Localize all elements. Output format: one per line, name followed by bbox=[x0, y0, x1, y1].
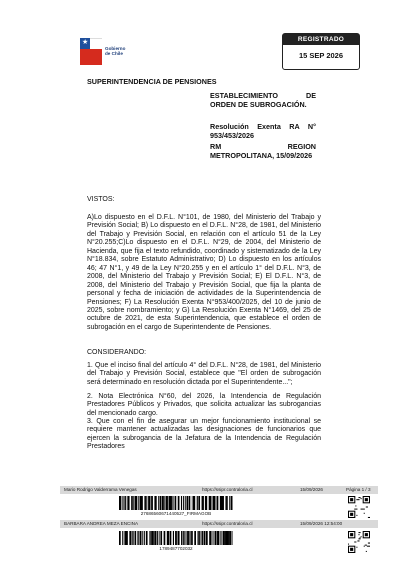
region-date: RM REGION METROPOLITANA, 15/09/2026 bbox=[210, 142, 316, 160]
barcode-2 bbox=[119, 531, 233, 545]
resolution-number: Resolución Exenta RA N° 953/453/2026 bbox=[210, 122, 316, 140]
signer-name-2: BARBARA ANDREA MEZA ENCINA bbox=[64, 521, 139, 526]
gobierno-de-chile-logo bbox=[80, 38, 130, 68]
verification-link-2[interactable]: https://ssipr.contraloria.cl bbox=[202, 521, 253, 526]
qr-code-1 bbox=[348, 496, 370, 518]
signature-date-2: 15/09/2026 12:54:00 bbox=[300, 521, 343, 526]
verification-link-1[interactable]: https://ssipr.contraloria.cl bbox=[202, 487, 253, 492]
vistos-heading: VISTOS: bbox=[87, 196, 115, 203]
considerando-item-2: 2. Nota Electrónica N°60, del 2026, la Intendencia de Regulación Prestadores Públicos y Privados, que solicita actualizar las subrogancias del mencionado cargo. bbox=[87, 393, 321, 417]
considerando-item-3: 3. Que con el fin de asegurar un mejor funcionamiento institucional se requiere mantener actualizadas las designaciones de funcionarios que ejercen la subrogancia de la Jefatura de la Intendencia de Regulación Prestadores bbox=[87, 418, 321, 451]
page-indicator: Página 1 / 3 bbox=[346, 487, 371, 492]
logo-text-line2: de Chile bbox=[105, 51, 123, 57]
barcode-2-number: 1789487702032 bbox=[159, 546, 193, 551]
logo-text-line1: Gobierno bbox=[105, 46, 126, 51]
signature-date-1: 15/09/2026 bbox=[300, 487, 323, 492]
document-subject: ESTABLECIMIENTO DE ORDEN DE SUBROGACIÓN. bbox=[210, 91, 316, 109]
stamp-date: 15 SEP 2026 bbox=[298, 51, 344, 60]
stamp-label: REGISTRADO bbox=[283, 34, 359, 45]
considerando-heading: CONSIDERANDO: bbox=[87, 349, 147, 356]
signature-bar-2 bbox=[60, 520, 378, 528]
barcode-1 bbox=[119, 496, 233, 510]
considerando-item-1: 1. Que el inciso final del artículo 4° del D.F.L. N°28, de 1981, del Ministerio del Trabajo y Previsión Social, establece que "El orden de subrogación será determinado en resolución dictada por el Superintendente..."; bbox=[87, 362, 321, 386]
barcode-1-number: 27686560671440527_FIRMAGOB bbox=[140, 511, 212, 516]
signer-name-1: Mario Rodrigo Valderrama Venegas bbox=[64, 487, 137, 492]
vistos-paragraph: A)Lo dispuesto en el D.F.L. N°101, de 1980, del Ministerio del Trabajo y Previsión Social; B) Lo dispuesto en el D.F.L. N°28, de 1981, del Ministerio del Trabajo y Previsión Social, en relación con el artículo 51 de la Ley N°20.255;C)Lo dispuesto en el D.F.L. N°29, de 2004, del Ministerio de Hacienda, que fija el texto refundido, coordinado y sistematizado de la Ley N°18.834, sobre Estatuto Administrativo; D) Lo dispuesto en los artículos 46; 47 N°1, y 49 de la Ley N°20.255 y en el artículo 1° del D.F.L. N°3, de 2008, del Ministerio del Trabajo y Previsión Social; E) El D.F.L. N°3, de 2008, del Ministerio del Trabajo y Previsión Social, que fija la planta de personal y fecha de iniciación de actividades de la Superintendencia de Pensiones; F) La Resolución Exenta N°953/400/2025, del 10 de junio de 2025, sobre nombramiento; y G) La Resolución Exenta N°1469, del 25 de octubre de 2021, de esta Superintendencia, que establece el orden de subrogación en el cargo de Superintendente de Pensiones. bbox=[87, 214, 321, 331]
signature-bar-1 bbox=[60, 486, 378, 494]
star-icon: ★ bbox=[82, 39, 89, 46]
registrado-stamp bbox=[282, 33, 360, 70]
qr-code-2 bbox=[348, 531, 370, 553]
organization-name: SUPERINTENDENCIA DE PENSIONES bbox=[87, 77, 217, 86]
